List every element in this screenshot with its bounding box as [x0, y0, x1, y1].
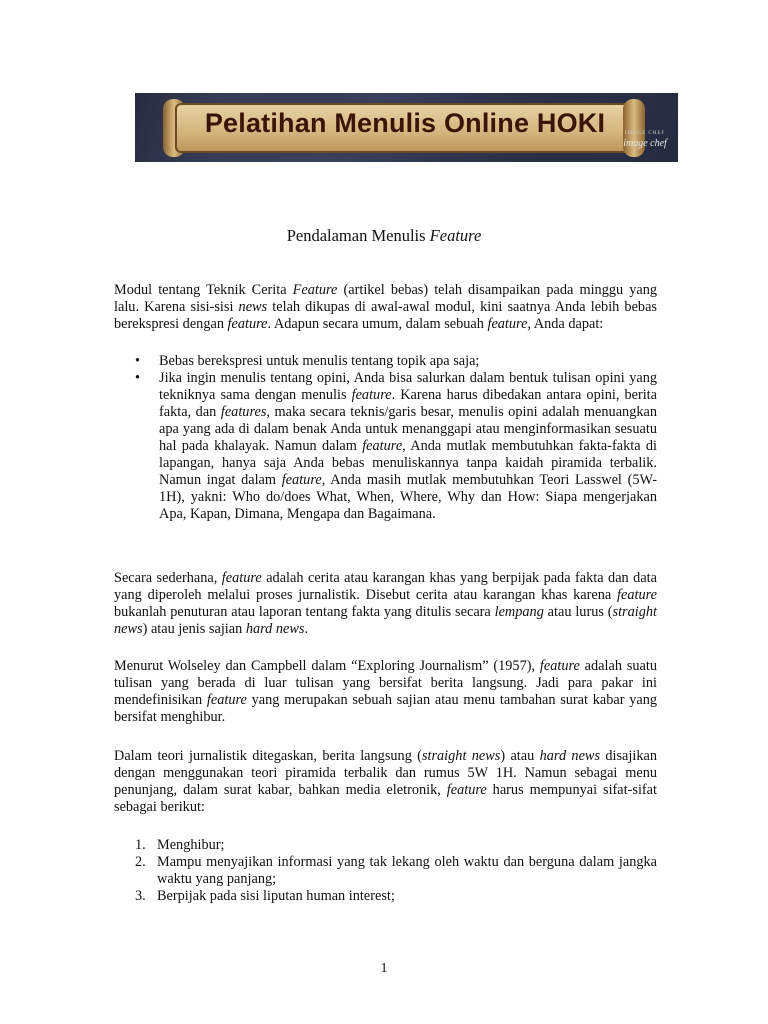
- italic-term: Feature: [292, 282, 338, 298]
- text-run: , Anda mutlak membutuhkan fakta-fakta di lapangan, hanya saja Anda bebas menuliskannya tanpa kaidah piramida terbalik. Namun ingat dalam: [159, 438, 657, 488]
- list-item: 3. Berpijak pada sisi liputan human interest;: [135, 888, 395, 904]
- italic-term: news: [238, 299, 268, 315]
- text-run: ) atau: [500, 748, 540, 764]
- text-run: bukanlah penuturan atau laporan tentang fakta yang ditulis secara: [114, 604, 495, 620]
- italic-term: straight news: [114, 604, 658, 637]
- text-run: yang merupakan sebuah sajian atau menu tambahan surat kabar yang bersifat menghibur.: [114, 692, 657, 725]
- text-run: , maka secara teknis/garis besar, menulis opini adalah menuangkan apa yang ada di dalam benak Anda untuk menanggapi atau menginformasikan sesuatu hal pada khalayak. Namun dalam: [159, 404, 657, 454]
- theory-paragraph: [114, 748, 657, 816]
- list-item: 1. Menghibur;: [135, 837, 225, 853]
- text-run: adalah cerita atau karangan khas yang berpijak pada fakta dan data yang diperoleh melalui proses jurnalistik. Disebut cerita atau karangan khas karena: [114, 570, 657, 603]
- italic-term: feature,: [487, 316, 532, 332]
- text-run: disajikan dengan menggunakan teori piramida terbalik dan rumus 5W 1H. Namun sebagai menu penunjang, dalam surat kabar, bahkan media eletronik,: [114, 748, 657, 798]
- text-run: harus mempunyai sifat-sifat sebagai berikut:: [114, 782, 657, 815]
- text-run: . Karena harus dibedakan antara opini, berita fakta, dan: [159, 387, 658, 420]
- text-run: Anda dapat:: [531, 316, 604, 332]
- wolseley-paragraph: [114, 658, 657, 726]
- italic-term: hard news: [539, 748, 601, 764]
- text-run: Menurut Wolseley dan Campbell dalam “Exploring Journalism” (1957),: [114, 658, 540, 674]
- italic-term: feature: [539, 658, 580, 674]
- feature-abilities-list: [114, 353, 657, 523]
- italic-term: features: [220, 404, 267, 420]
- banner-title: Pelatihan Menulis Online HOKI: [204, 108, 606, 138]
- text-run: ) atau jenis sajian: [142, 621, 246, 637]
- intro-paragraph: [114, 282, 657, 333]
- text-run: .: [304, 621, 309, 637]
- italic-term: straight news: [421, 748, 501, 764]
- text-run: Jika ingin menulis tentang opini, Anda bisa salurkan dalam bentuk tulisan opini yang tekniknya sama dengan menulis: [159, 370, 657, 403]
- text-run: (artikel bebas) telah disampaikan pada minggu yang lalu. Karena sisi-sisi: [114, 282, 657, 315]
- text-run: Modul tentang Teknik Cerita: [114, 282, 293, 298]
- text-run: . Adapun secara umum, dalam sebuah: [267, 316, 488, 332]
- italic-term: feature: [351, 387, 392, 403]
- text-run: atau lurus (: [543, 604, 613, 620]
- italic-term: feature: [617, 587, 657, 603]
- feature-properties-list: [114, 837, 657, 905]
- text-run: Bebas berekspresi untuk menulis tentang topik apa saja;: [159, 353, 480, 369]
- list-item: 2. Mampu menyajikan informasi yang tak lekang oleh waktu dan berguna dalam jangka waktu yang panjang;: [135, 854, 657, 887]
- page-title: Pendalaman Menulis Feature: [286, 226, 482, 245]
- italic-term: feature: [221, 570, 262, 586]
- text-run: , Anda masih mutlak membutuhkan Teori Lasswel (5W-1H), yakni: Who do/does What, When, Where, Why dan How: Siapa mengerjakan Apa, Kapan, Dimana, Mengapa dan Bagaimana.: [159, 472, 657, 522]
- italic-term: hard news: [245, 621, 305, 637]
- list-item: [114, 370, 657, 523]
- italic-term: feature: [446, 782, 487, 798]
- text-run: telah dikupas di awal-awal modul, kini saatnya Anda lebih bebas berekspresi dengan: [114, 299, 657, 332]
- text-run: Secara sederhana,: [114, 570, 222, 586]
- italic-term: feature: [281, 472, 322, 488]
- header-banner: [135, 93, 678, 162]
- italic-term: feature: [206, 692, 247, 708]
- definition-paragraph: [114, 570, 657, 638]
- text-run: Dalam teori jurnalistik ditegaskan, berita langsung (: [114, 748, 422, 764]
- list-item: [114, 353, 657, 370]
- text-run: adalah suatu tulisan yang berada di luar tulisan yang bersifat berita langsung. Jadi para pakar ini mendefinisikan: [114, 658, 657, 708]
- italic-term: feature: [362, 438, 403, 454]
- page-number: 1: [380, 961, 388, 976]
- image-chef-logo: IMAGE CHEF image chef: [623, 131, 667, 149]
- italic-term: lempang: [494, 604, 544, 620]
- italic-term: feature: [227, 316, 268, 332]
